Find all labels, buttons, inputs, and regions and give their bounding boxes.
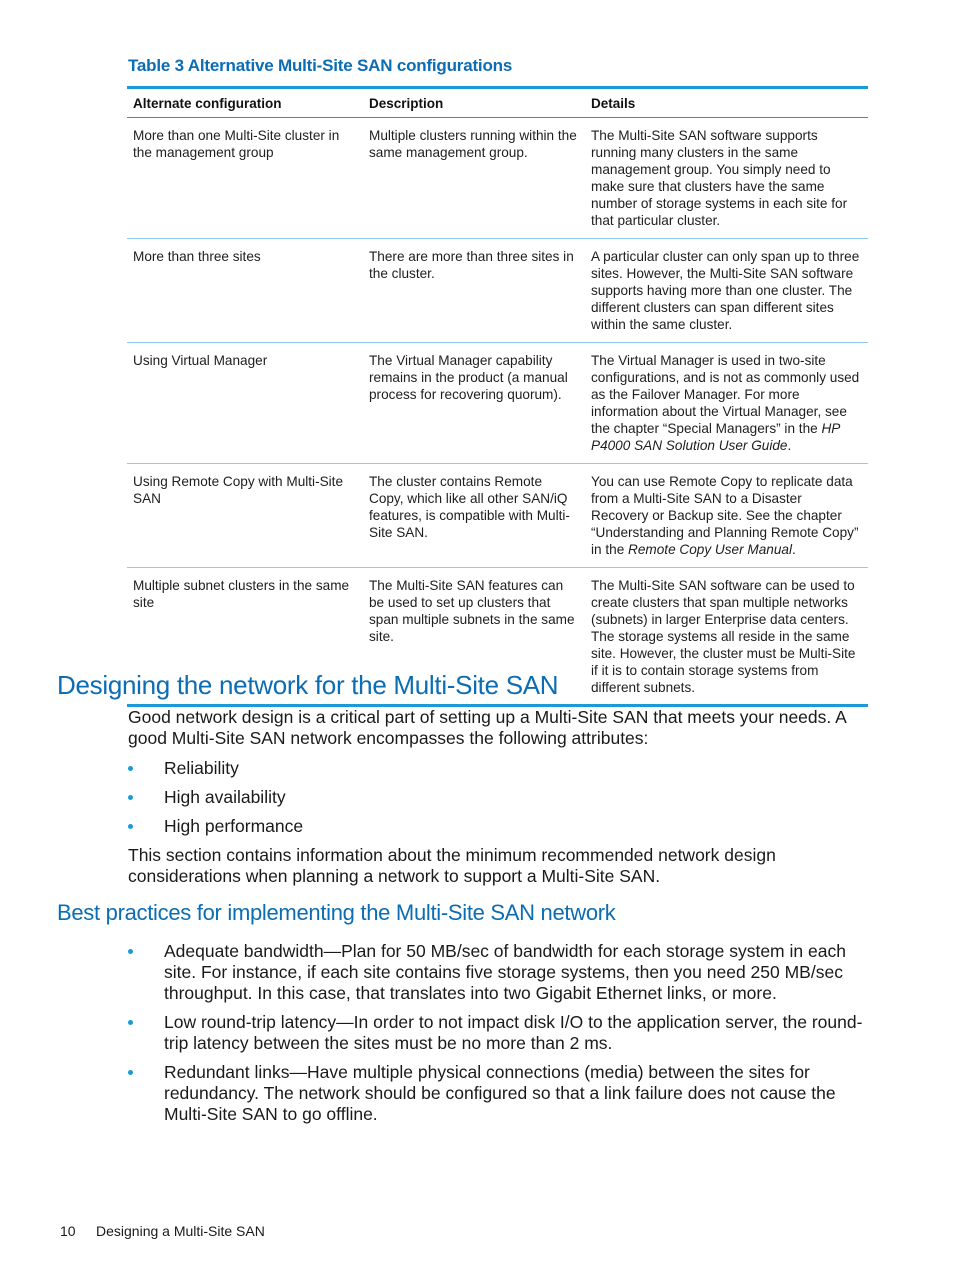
- bullet-icon: [128, 1020, 133, 1025]
- cell-config: More than three sites: [127, 239, 363, 343]
- cell-details: [585, 464, 868, 568]
- cell-details: The Multi-Site SAN software can be used to create clusters that span multiple networks (subnets) in larger Enterprise data centers. The storage systems all reside in the same site. However, the cluster must be Multi-Site if it is to contain storage systems from different subnets.: [585, 568, 868, 706]
- list-item: [128, 758, 870, 779]
- column-header-details: Details: [585, 88, 868, 118]
- cell-description: The Multi-Site SAN features can be used to set up clusters that span multiple subnets in the same site.: [363, 568, 585, 706]
- bullet-icon: [128, 824, 133, 829]
- list-item: [128, 787, 870, 808]
- details-text: You can use Remote Copy to replicate data from a Multi-Site SAN to a Disaster Recovery or Backup site. See the chapter “Understanding and Planning Remote Copy” in the: [591, 474, 859, 557]
- cell-description: There are more than three sites in the cluster.: [363, 239, 585, 343]
- table-row: [127, 343, 868, 464]
- cell-details: The Multi-Site SAN software supports running many clusters in the same management group. You simply need to make sure that clusters have the same number of storage systems in each site for that particular cluster.: [585, 118, 868, 239]
- cell-description: Multiple clusters running within the same management group.: [363, 118, 585, 239]
- section-heading-network-design: Designing the network for the Multi-Site SAN: [57, 670, 559, 700]
- table-row: [127, 118, 868, 239]
- bullet-icon: [128, 949, 133, 954]
- page-number: 10: [60, 1223, 76, 1239]
- intro-paragraph: Good network design is a critical part of setting up a Multi-Site SAN that meets your needs. A good Multi-Site SAN network encompasses the following attributes:: [128, 707, 846, 748]
- outro-paragraph: This section contains information about the minimum recommended network design considerations when planning a network to support a Multi-Site SAN.: [128, 845, 776, 886]
- manual-title: Remote Copy User Manual: [628, 542, 792, 557]
- list-item: [128, 1012, 870, 1054]
- cell-description: The cluster contains Remote Copy, which like all other SAN/iQ features, is compatible with Multi-Site SAN.: [363, 464, 585, 568]
- bullet-icon: [128, 766, 133, 771]
- bullet-icon: [128, 795, 133, 800]
- cell-config: Using Remote Copy with Multi-Site SAN: [127, 464, 363, 568]
- column-header-description: Description: [363, 88, 585, 118]
- column-header-config: Alternate configuration: [127, 88, 363, 118]
- list-item: [128, 816, 870, 837]
- list-item: [128, 941, 870, 1004]
- details-text-end: .: [791, 542, 796, 557]
- cell-description: The Virtual Manager capability remains in the product (a manual process for recovering quorum).: [363, 343, 585, 464]
- details-text-end: .: [787, 438, 792, 453]
- cell-details: [585, 343, 868, 464]
- chapter-title: Designing a Multi-Site SAN: [96, 1223, 265, 1239]
- list-item-text: Reliability: [164, 758, 239, 778]
- cell-config: Using Virtual Manager: [127, 343, 363, 464]
- list-item-text: High performance: [164, 816, 304, 836]
- guide-title: HP P4000 SAN Solution User Guide: [591, 421, 840, 453]
- cell-config: Multiple subnet clusters in the same site: [127, 568, 363, 706]
- cell-config: More than one Multi-Site cluster in the management group: [127, 118, 363, 239]
- best-practices-list: [128, 941, 870, 1125]
- details-text: The Virtual Manager is used in two-site configurations, and is not as commonly used as the Failover Manager. For more information about the Virtual Manager, see the chapter “Special Managers” in the: [591, 353, 860, 436]
- cell-details: A particular cluster can only span up to three sites. However, the Multi-Site SAN software supports having more than one cluster. The different clusters can span different sites within the same cluster.: [585, 239, 868, 343]
- list-item-text: High availability: [164, 787, 286, 807]
- table-row: [127, 464, 868, 568]
- list-item-text: Low round-trip latency—In order to not impact disk I/O to the application server, the round-trip latency between the sites must be no more than 2 ms.: [164, 1012, 863, 1053]
- list-item-text: Redundant links—Have multiple physical connections (media) between the sites for redundancy. The network should be configured so that a link failure does not cause the Multi-Site SAN to go offline.: [164, 1062, 836, 1124]
- page-footer: [60, 1223, 265, 1239]
- table-caption: Table 3 Alternative Multi-Site SAN configurations: [128, 56, 513, 75]
- list-item-text: Adequate bandwidth—Plan for 50 MB/sec of bandwidth for each storage system in each site. For instance, if each site contains five storage systems, then you need 250 MB/sec throughput. In this case, that translates into two Gigabit Ethernet links, or more.: [164, 941, 846, 1003]
- table-row: [127, 239, 868, 343]
- attributes-list: [128, 758, 870, 837]
- bullet-icon: [128, 1070, 133, 1075]
- table-header-row: [127, 88, 868, 118]
- configurations-table: [127, 86, 868, 707]
- section-heading-best-practices: Best practices for implementing the Multi-Site SAN network: [57, 900, 616, 925]
- list-item: [128, 1062, 870, 1125]
